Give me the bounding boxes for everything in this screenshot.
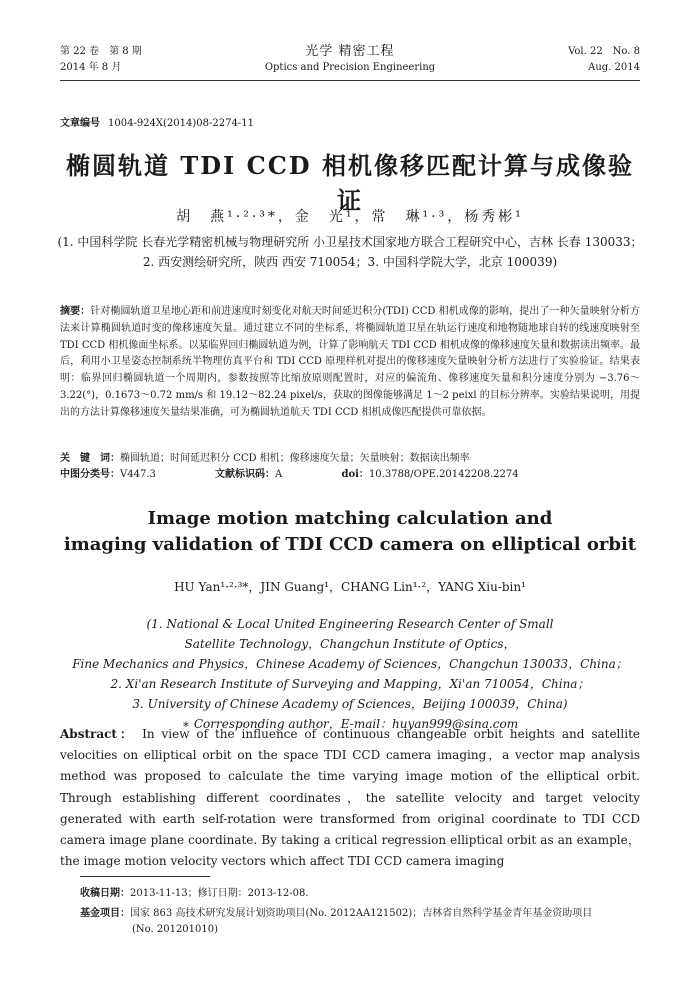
abstract-cn-text: 针对椭圆轨道卫星地心距和前进速度时刻变化对航天时间延迟积分(TDI) CCD 相机成像的影响，提出了一种矢量映射分析方法来计算椭圆轨道时变的像移速度矢量。通过建立不同的坐标系，将椭圆轨道卫星在轨运行速度和地物随地球自转的线速度映射至 TDI CCD 相机像面坐标系。以某临界回归椭圆轨道为例，计算了影响航天 TDI CCD 相机成像的像移速度矢量和数据读出频率。最后，利用小卫星姿态控制系统半物理仿真平台和 TDI CCD 原理样机对提出的像移速度矢量映射分析方法进行了实验验证。结果表明：临界回归椭圆轨道一个周期内，参数按照等比缩放原则配置时，对应的偏流角、像移速度矢量和积分速度分别为 −3.76～3.22(°)，0.1673～0.72 mm/s 和 19.12～82.24 pixel/s，获取的图像能够满足 1～2 peixl 的目标分辨率。实验结果说明，用提出的方法计算像移速度矢量结果准确，可为椭圆轨道航天 TDI CCD 相机成像匹配提供可靠依据。 — [60, 306, 641, 418]
journal-name-cn: 光学 精密工程 — [305, 44, 395, 59]
article-number-label: 文章编号 — [60, 118, 100, 129]
clc-value: V447.3 — [120, 469, 156, 480]
clc-label: 中图分类号： — [60, 469, 120, 480]
volume-cn: 第 22 卷 第 8 期 — [60, 46, 142, 57]
abstract-en-label: Abstract： — [60, 727, 136, 741]
title-cn: 椭圆轨道 TDI CCD 相机像移匹配计算与成像验证 — [66, 151, 634, 215]
footnote-received — [80, 886, 640, 902]
title-en-line: imaging validation of TDI CCD camera on elliptical orbit — [63, 534, 637, 555]
affiliation-en-line: 2. Xi'an Research Institute of Surveying and Mapping，Xi'an 710054，China； — [110, 677, 590, 691]
keywords-cn-label: 关 键 词： — [60, 453, 120, 464]
fund-value: 国家 863 高技术研究发展计划资助项目(No. 2012AA121502)；吉林省自然科学基金青年基金资助项目 — [130, 908, 593, 919]
authors-en: HU Yan¹·²·³*，JIN Guang¹，CHANG Lin¹·²，YANG Xiu-bin¹ — [174, 580, 526, 594]
received-label: 收稿日期： — [80, 888, 130, 899]
header-divider — [60, 80, 640, 81]
journal-name-en: Optics and Precision Engineering — [264, 62, 436, 73]
keywords-cn-text: 椭圆轨道；时间延迟积分 CCD 相机；像移速度矢量；矢量映射；数据读出频率 — [120, 453, 470, 464]
fund-value-cont: (No. 201201010) — [132, 924, 219, 935]
fund-label: 基金项目： — [80, 908, 130, 919]
affiliation-en-line: Satellite Technology，Changchun Institute of Optics， — [184, 637, 516, 651]
abstract-cn — [60, 304, 640, 422]
abstract-en-text: In view of the influence of continuous changeable orbit heights and satellite velocities on elliptical orbit on the space TDI CCD camera imaging，a vector map analysis method was proposed to calculate the time varying image motion of the elliptical orbit. Through establishing different coordinates，the satellite velocity and target velocity generated with earth self-rotation were transformed from original coordinate to TDI CCD camera image plane coordinate. By taking a critical regression elliptical orbit as an example，the image motion velocity vectors which affect TDI CCD camera imaging — [60, 727, 640, 869]
date-en: Aug. 2014 — [588, 62, 640, 73]
footnote-divider — [80, 876, 210, 877]
affiliations-en — [40, 614, 660, 734]
title-en-line: Image motion matching calculation and — [147, 508, 553, 529]
keywords-cn — [60, 451, 640, 466]
article-number — [60, 114, 640, 129]
article-number-value: 1004-924X(2014)08-2274-11 — [108, 118, 254, 129]
abstract-cn-label: 摘要： — [60, 306, 91, 317]
header-right — [568, 44, 640, 76]
authors-cn: 胡 燕¹·²·³*，金 光¹，常 琳¹·³，杨秀彬¹ — [176, 209, 524, 225]
doc-code-value: A — [275, 469, 283, 480]
title-en — [60, 506, 640, 558]
received-value: 2013-11-13；修订日期：2013-12-08. — [130, 888, 309, 899]
doi-label: doi： — [341, 469, 369, 480]
doi-value: 10.3788/OPE.20142208.2274 — [368, 469, 519, 480]
date-cn: 2014 年 8 月 — [60, 62, 122, 73]
doc-code-label: 文献标识码： — [215, 469, 276, 480]
affiliation-en-line: (1. National & Local United Engineering Research Center of Small — [146, 617, 554, 631]
affiliation-en-line: 3. University of Chinese Academy of Sciences，Beijing 100039，China) — [132, 697, 568, 711]
footnote-fund — [80, 906, 640, 938]
corresponding-author: ∗ Corresponding author，E-mail：huyan999@sina.com — [181, 717, 519, 731]
abstract-en — [60, 724, 640, 872]
volume-en: Vol. 22 No. 8 — [568, 46, 640, 57]
affiliation-cn-line: 2. 西安测绘研究所，陕西 西安 710054；3. 中国科学院大学，北京 100039) — [142, 255, 558, 269]
affiliations-cn — [40, 232, 660, 272]
affiliation-cn-line: (1. 中国科学院 长春光学精密机械与物理研究所 小卫星技术国家地方联合工程研究中心，吉林 长春 130033； — [57, 235, 643, 249]
classification-line — [60, 467, 640, 482]
affiliation-en-line: Fine Mechanics and Physics，Chinese Academy of Sciences，Changchun 130033，China； — [72, 657, 628, 671]
